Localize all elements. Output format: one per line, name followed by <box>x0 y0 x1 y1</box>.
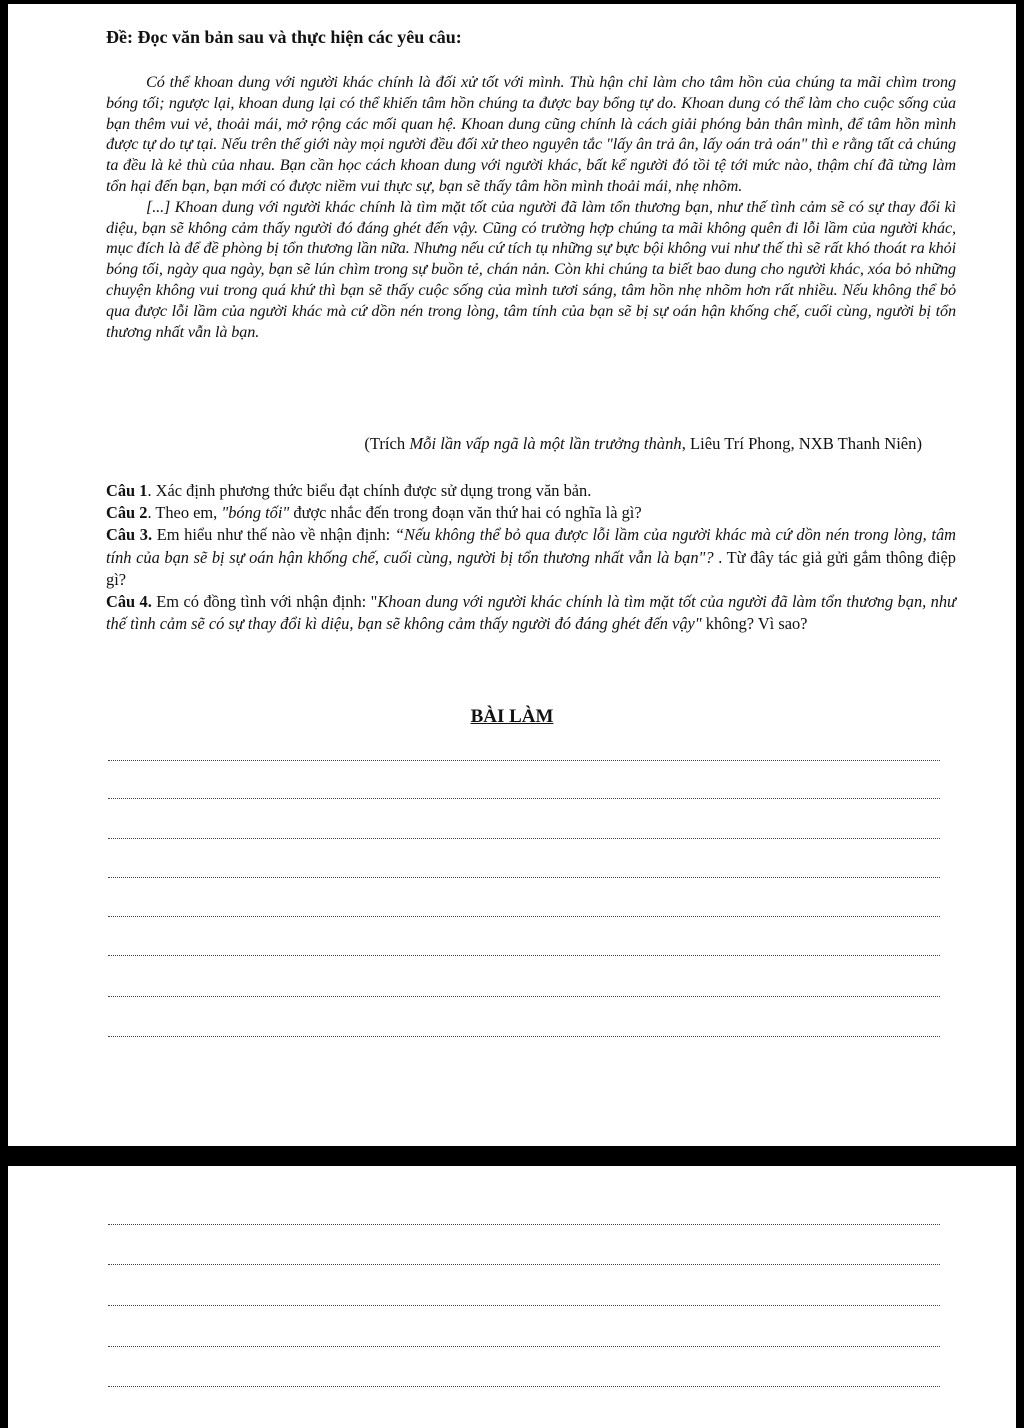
question-2-prefix: . Theo em, <box>147 503 222 523</box>
passage-paragraph-1: Có thể khoan dung với người khác chính là đối xử tốt với mình. Thù hận chỉ làm cho tâm hồn của chúng ta mãi chìm trong bóng tối; ngược lại, khoan dung lại có thể khiến tâm hồn chúng ta được bay bổng tự do. Khoan dung có thể làm cho cuộc sống của bạn thêm vui vẻ, thoải mái, mở rộng các mối quan hệ. Khoan dung cũng chính là cách giải phóng bản thân mình, để tâm hồn mình được tự do tự tại. Nếu trên thế giới này mọi người đều đối xử theo nguyên tắc "lấy ân trả ân, lấy oán trả oán" thì e rằng tất cả chúng ta đều là kẻ thù của nhau. Bạn cần học cách khoan dung với người khác, bất kể người đó tồi tệ tới mức nào, thậm chí đã từng làm tổn hại đến bạn, bạn mới có được niềm vui thực sự, bạn sẽ thấy tâm hồn mình thoải mái, nhẹ nhõm. <box>106 73 956 195</box>
question-1 <box>106 480 956 502</box>
question-4-suffix: không? Vì sao? <box>701 614 808 634</box>
question-3-label: Câu 3. <box>106 525 153 545</box>
answer-line <box>108 838 940 839</box>
question-2-quote: "bóng tối" <box>221 503 290 523</box>
answer-line <box>108 916 940 917</box>
answer-line <box>108 1264 940 1265</box>
question-3-quote: “Nếu không thể bỏ qua được lỗi lầm của người khác mà cứ dồn nén trong lòng, tâm tính của bạn sẽ bị sự oán hận khống chế, cuối cùng, người bị tổn thương nhất vẫn là bạn"? <box>106 525 956 567</box>
question-2 <box>106 502 956 524</box>
passage-source <box>364 434 922 454</box>
answer-line <box>108 996 940 997</box>
answer-line <box>108 798 940 799</box>
worksheet-page-1 <box>8 4 1016 1146</box>
answer-section-title: BÀI LÀM <box>470 706 554 727</box>
exam-heading: Đề: Đọc văn bản sau và thực hiện các yêu câu: <box>106 27 462 47</box>
passage-paragraph-2: [...] Khoan dung với người khác chính là tìm mặt tốt của người đã làm tổn thương bạn, như thế tình cảm sẽ có sự thay đổi kì diệu, bạn sẽ không cảm thấy người đó đáng ghét đến vậy. Cũng có trường hợp chúng ta mãi không quên đi lỗi lầm của người khác, mục đích là để đề phòng bị tổn thương lần nữa. Nhưng nếu cứ tích tụ những sự bực bội không vui như thế thì sẽ rất khó thoát ra khỏi bóng tối, ngày qua ngày, bạn sẽ lún chìm trong sự buồn tẻ, chán nản. Còn khi chúng ta biết bao dung cho người khác, xóa bỏ những chuyện không vui trong quá khứ thì bạn sẽ thấy cuộc sống của mình tươi sáng, tâm hồn nhẹ nhõm hơn rất nhiều. Nếu không thể bỏ qua được lỗi lầm của người khác mà cứ dồn nén trong lòng, tâm tính của bạn sẽ bị sự oán hận khống chế, cuối cùng, người bị tổn thương nhất vẫn là bạn. <box>106 197 956 341</box>
answer-line <box>108 760 940 761</box>
answer-line <box>108 877 940 878</box>
worksheet-page-2 <box>8 1166 1016 1428</box>
question-2-suffix: được nhắc đến trong đoạn văn thứ hai có nghĩa là gì? <box>289 503 642 523</box>
question-list <box>106 480 956 635</box>
source-open: (Trích <box>364 434 410 453</box>
question-3-prefix: Em hiểu như thế nào về nhận định: <box>152 525 395 545</box>
question-4-label: Câu 4. <box>106 592 152 612</box>
question-1-label: Câu 1 <box>106 481 148 500</box>
answer-line <box>108 1036 940 1037</box>
answer-line <box>108 1386 940 1387</box>
question-2-label: Câu 2 <box>106 503 148 523</box>
question-3 <box>106 524 956 591</box>
answer-line <box>108 1224 940 1225</box>
source-title: Mỗi lần vấp ngã là một lần trưởng thành <box>409 434 682 453</box>
answer-line <box>108 955 940 956</box>
question-4-quote: Khoan dung với người khác chính là tìm mặt tốt của người đã làm tổn thương bạn, như thế tình cảm sẽ có sự thay đổi kì diệu, bạn sẽ không cảm thấy người đó đáng ghét đến vậy" <box>106 592 956 634</box>
question-3-suffix: . Từ đây tác giả gửi gắm thông điệp gì? <box>106 547 957 589</box>
question-4-prefix: Em có đồng tình với nhận định: " <box>151 592 378 612</box>
source-rest: , Liêu Trí Phong, NXB Thanh Niên) <box>681 434 922 453</box>
reading-passage <box>106 72 956 342</box>
question-1-text: . Xác định phương thức biểu đạt chính được sử dụng trong văn bản. <box>147 481 592 500</box>
answer-line <box>108 1346 940 1347</box>
answer-line <box>108 1305 940 1306</box>
question-4 <box>106 591 956 635</box>
